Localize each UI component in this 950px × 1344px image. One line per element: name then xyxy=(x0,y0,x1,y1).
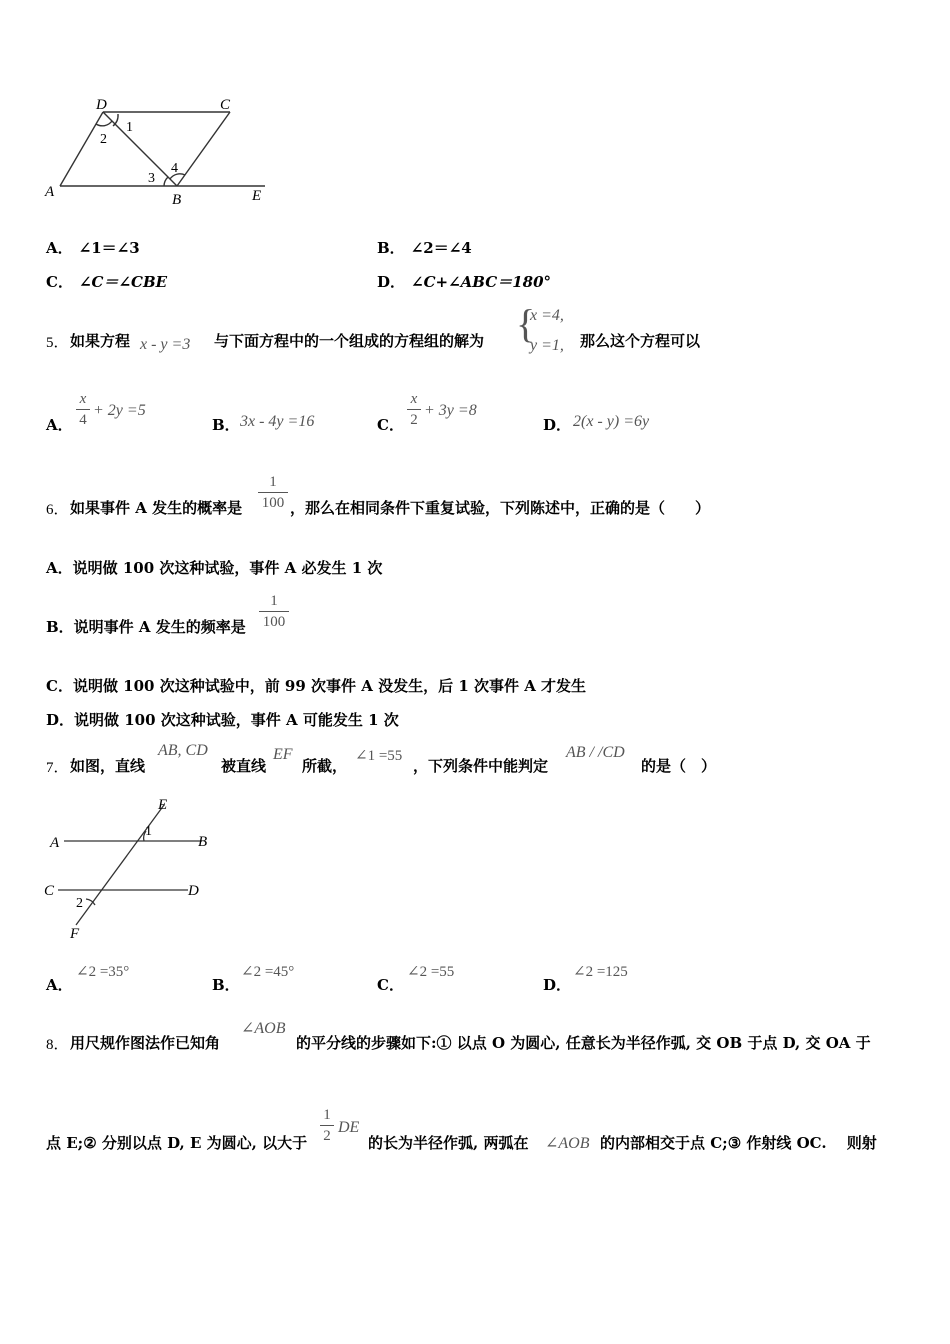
q8-text-2: 的平分线的步骤如下:① 以点 O 为圆心, 任意长为半径作弧, 交 OB 于点 D, 交 OA 于 xyxy=(296,1034,871,1052)
q5-option-c-label: C． xyxy=(377,416,404,434)
q4-option-b-text: ∠2＝∠4 xyxy=(410,239,472,257)
q5-option-c-fraction xyxy=(407,390,421,429)
q5-text-3: 那么这个方程可以 xyxy=(580,332,701,350)
q7-option-b-text: ∠2 =45° xyxy=(241,964,295,980)
q5-option-c-numerator: x xyxy=(410,391,418,407)
q7-parallel: AB / /CD xyxy=(566,744,625,761)
q6-text-1: 如果事件 A 发生的概率是 xyxy=(70,499,243,517)
q8-half-fraction xyxy=(320,1106,334,1145)
q6-text-2: ，那么在相同条件下重复试验，下列陈述中，正确的是（ ） xyxy=(290,499,711,517)
q7-text-5: 的是（ ） xyxy=(641,757,717,775)
angle-label-4: 4 xyxy=(171,161,178,176)
q8-number: 8． xyxy=(46,1037,69,1053)
label-A: A xyxy=(45,184,55,200)
fig7-angle-label-1: 1 xyxy=(145,824,152,839)
q5-option-d-text: 2(x - y) =6y xyxy=(573,413,650,430)
label-B: B xyxy=(172,192,182,208)
q7-text-3: 所截， xyxy=(302,757,348,775)
q4-option-d[interactable] xyxy=(377,271,551,292)
q6-option-a[interactable]: A．说明做 100 次这种试验，事件 A 必发生 1 次 xyxy=(46,559,383,577)
q5-system-brace: { xyxy=(516,301,536,346)
q6-number: 6． xyxy=(46,502,69,518)
q8-half-denominator: 2 xyxy=(323,1128,331,1144)
q7-lines-ab-cd: AB, CD xyxy=(158,742,208,759)
fig7-label-D: D xyxy=(188,883,199,899)
q4-option-c-text: ∠C＝∠CBE xyxy=(78,273,168,291)
q5-option-a-numerator: x xyxy=(79,391,87,407)
q5-option-a-denominator: 4 xyxy=(79,412,87,428)
q5-option-a-label: A． xyxy=(46,416,73,434)
q7-text-4: ，下列条件中能判定 xyxy=(413,757,549,775)
q5-system-line2: y =1, xyxy=(530,337,564,354)
q5-option-d-label: D． xyxy=(543,416,572,434)
q7-option-a-text: ∠2 =35° xyxy=(76,964,130,980)
q4-option-a[interactable] xyxy=(46,237,140,258)
q8-line2-text-3: 的内部相交于点 C;③ 作射线 OC. 则射 xyxy=(600,1134,877,1152)
q6-option-d[interactable]: D．说明做 100 次这种试验，事件 A 可能发生 1 次 xyxy=(46,711,399,729)
q6-option-b-text: B．说明事件 A 发生的频率是 xyxy=(46,618,246,636)
q5-equation: x - y =3 xyxy=(140,336,191,353)
q8-segment-de: DE xyxy=(338,1119,360,1136)
fig7-label-C: C xyxy=(44,883,55,899)
q7-option-c-text: ∠2 =55 xyxy=(407,964,455,980)
q6-option-c[interactable]: C．说明做 100 次这种试验中，前 99 次事件 A 没发生，后 1 次事件 A 才发生 xyxy=(46,677,587,695)
q6-fraction-numerator: 1 xyxy=(269,474,277,490)
q7-line-ef: EF xyxy=(273,746,293,763)
q6-probability-fraction xyxy=(258,473,288,512)
q5-number: 5． xyxy=(46,335,69,351)
q7-text-2: 被直线 xyxy=(221,757,267,775)
q4-option-c-label: C． xyxy=(46,273,73,291)
q8-line2-text-2: 的长为半径作弧, 两弧在 xyxy=(368,1134,529,1152)
q5-text-2: 与下面方程中的一个组成的方程组的解为 xyxy=(214,332,485,350)
q8-angle-aob: ∠AOB xyxy=(241,1020,286,1037)
q4-option-a-label: A． xyxy=(46,239,73,257)
fig7-label-A: A xyxy=(50,835,60,851)
angle-label-1: 1 xyxy=(126,120,133,135)
label-C: C xyxy=(220,97,231,113)
q5-option-c-denominator: 2 xyxy=(410,412,418,428)
q4-option-c[interactable] xyxy=(46,271,167,292)
q8-line2-text-1: 点 E;② 分别以点 D, E 为圆心, 以大于 xyxy=(46,1134,308,1152)
q6-option-b-numerator: 1 xyxy=(270,593,278,609)
q5-option-c-rest: + 3y =8 xyxy=(424,402,477,419)
q7-option-a-label: A． xyxy=(46,976,73,994)
fig7-label-F: F xyxy=(70,926,80,942)
q5-system-line1: x =4, xyxy=(530,307,564,324)
q7-option-c-label: C． xyxy=(377,976,404,994)
q7-option-d-label: D． xyxy=(543,976,572,994)
angle-label-3: 3 xyxy=(148,171,155,186)
q7-angle-given: ∠1 =55 xyxy=(355,748,403,764)
label-E: E xyxy=(252,188,262,204)
q4-option-a-text: ∠1＝∠3 xyxy=(78,239,140,257)
q7-number: 7． xyxy=(46,760,69,776)
q8-half-numerator: 1 xyxy=(323,1107,331,1123)
angle-label-2: 2 xyxy=(100,132,107,147)
fig7-label-E: E xyxy=(158,797,168,813)
q8-text-1: 用尺规作图法作已知角 xyxy=(70,1034,221,1052)
q4-option-d-label: D． xyxy=(377,273,406,291)
fig7-label-B: B xyxy=(198,834,208,850)
q7-text-1: 如图，直线 xyxy=(70,757,146,775)
q8-angle-aob-2: ∠AOB xyxy=(545,1135,590,1152)
q5-option-b-text: 3x - 4y =16 xyxy=(240,413,315,430)
fig7-angle-label-2: 2 xyxy=(76,896,83,911)
q4-option-d-text: ∠C+∠ABC＝180° xyxy=(411,273,552,291)
q6-option-b-fraction xyxy=(259,592,289,631)
q5-option-a-fraction xyxy=(76,390,90,429)
q7-option-d-text: ∠2 =125 xyxy=(573,964,628,980)
transversal-figure xyxy=(40,795,220,943)
q4-option-b[interactable] xyxy=(377,237,472,258)
q5-option-a-rest: + 2y =5 xyxy=(93,402,146,419)
q6-option-b-denominator: 100 xyxy=(262,614,286,630)
q4-option-b-label: B． xyxy=(377,239,405,257)
q6-fraction-denominator: 100 xyxy=(261,495,285,511)
label-D: D xyxy=(96,97,107,113)
q5-text-1: 如果方程 xyxy=(70,332,131,350)
q7-option-b-label: B． xyxy=(212,976,240,994)
q5-option-b-label: B． xyxy=(212,416,240,434)
parallelogram-figure xyxy=(40,92,280,210)
